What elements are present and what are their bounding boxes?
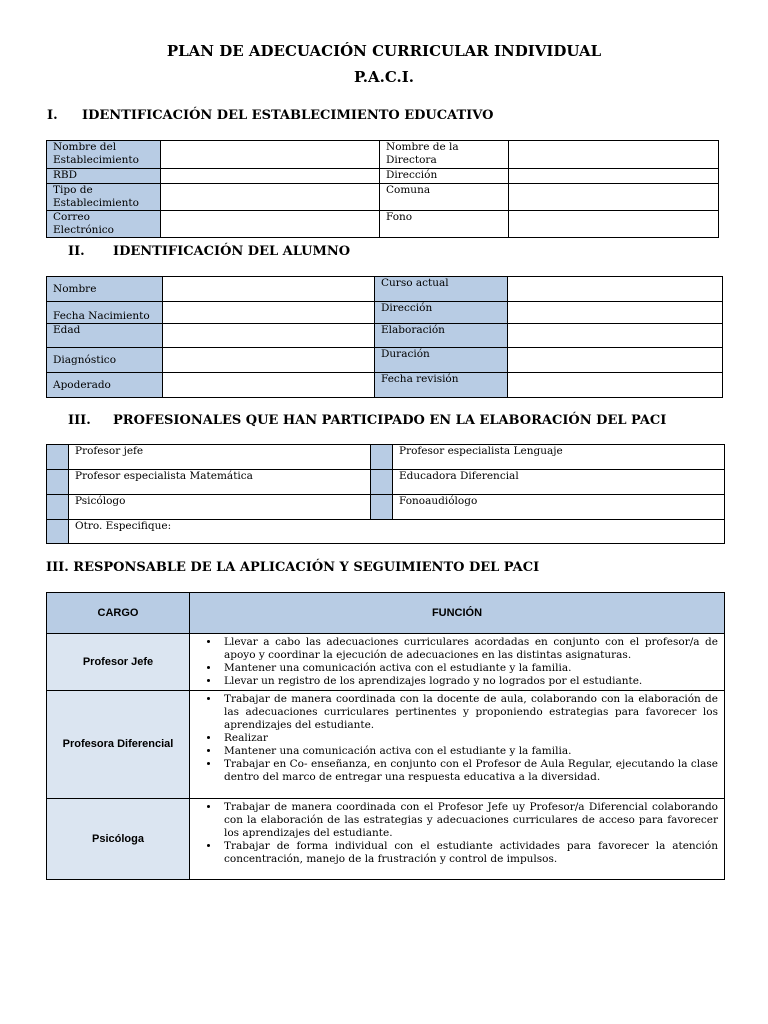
cargo-column-header: CARGO bbox=[47, 593, 190, 634]
function-item: • Llevar a cabo las adecuaciones curriculares acordadas en conjunto con el profesor/a de apoyo y coordinar la ejecución de adecuaciones en las distintas asignaturas. bbox=[220, 636, 718, 662]
field-label: Nombre del Establecimiento bbox=[47, 141, 161, 169]
checkbox-cell[interactable] bbox=[47, 445, 69, 470]
function-item: • Trabajar de manera coordinada con el Profesor Jefe uy Profesor/a Diferencial colaborando con la elaboración de las estrategias y adecuaciones curriculares de acceso para favorecer los aprendizajes del estudiante. bbox=[220, 801, 718, 840]
responsibilities-table bbox=[46, 592, 725, 880]
establishment-table bbox=[46, 140, 719, 238]
function-item: • Trabajar de forma individual con el estudiante actividades para favorecer la atención concentración, manejo de la frustración y control de impulsos. bbox=[220, 840, 718, 866]
function-item: • Trabajar de manera coordinada con la docente de aula, colaborando con la elaboración de las adecuaciones curriculares pertinentes y proponiendo estrategias para favorecer los aprendizajes del estudiante. bbox=[220, 693, 718, 732]
student-table bbox=[46, 276, 723, 398]
field-label: Dirección bbox=[380, 169, 509, 184]
function-cell bbox=[190, 634, 725, 691]
email-field[interactable] bbox=[161, 211, 380, 238]
function-item: • Mantener una comunicación activa con el estudiante y la familia. bbox=[220, 662, 718, 675]
function-item: • Trabajar en Co- enseñanza, en conjunto con el Profesor de Aula Regular, ejecutando la clase dentro del marco de entregar una respuesta educativa a la diversidad. bbox=[220, 758, 718, 784]
field-label: Duración bbox=[375, 348, 508, 373]
birth-date-field[interactable] bbox=[163, 302, 375, 324]
checkbox-cell[interactable] bbox=[371, 445, 393, 470]
cargo-cell: Profesor Jefe bbox=[47, 634, 190, 691]
section2-heading: IDENTIFICACIÓN DEL ALUMNO bbox=[113, 244, 351, 259]
field-label: Tipo de Establecimiento bbox=[47, 184, 161, 211]
field-label: Nombre de la Directora bbox=[380, 141, 509, 169]
checkbox-cell[interactable] bbox=[47, 470, 69, 495]
professional-label: Profesor jefe bbox=[69, 445, 371, 470]
field-label: Fecha revisión bbox=[375, 373, 508, 398]
section1-number: I. bbox=[47, 108, 58, 123]
establishment-name-field[interactable] bbox=[161, 141, 380, 169]
section3-number: III. bbox=[68, 413, 91, 428]
professional-label: Profesor especialista Matemática bbox=[69, 470, 371, 495]
diagnosis-field[interactable] bbox=[163, 348, 375, 373]
function-item: • Realizar bbox=[220, 732, 718, 745]
professional-label: Fonoaudiólogo bbox=[393, 495, 725, 520]
establishment-type-field[interactable] bbox=[161, 184, 380, 211]
student-name-field[interactable] bbox=[163, 277, 375, 302]
professional-label: Psicólogo bbox=[69, 495, 371, 520]
checkbox-cell[interactable] bbox=[47, 520, 69, 544]
funcion-column-header: FUNCIÓN bbox=[190, 593, 725, 634]
field-label: Fono bbox=[380, 211, 509, 238]
cargo-cell: Psicóloga bbox=[47, 799, 190, 880]
elaboration-field[interactable] bbox=[508, 324, 723, 348]
current-course-field[interactable] bbox=[508, 277, 723, 302]
checkbox-cell[interactable] bbox=[47, 495, 69, 520]
address-field[interactable] bbox=[509, 169, 719, 184]
function-cell bbox=[190, 799, 725, 880]
field-label: Apoderado bbox=[47, 373, 163, 398]
professionals-table bbox=[46, 444, 725, 544]
field-label: Nombre bbox=[47, 277, 163, 302]
duration-field[interactable] bbox=[508, 348, 723, 373]
professional-label: Profesor especialista Lenguaje bbox=[393, 445, 725, 470]
field-label: Correo Electrónico bbox=[47, 211, 161, 238]
checkbox-cell[interactable] bbox=[371, 470, 393, 495]
document-subtitle: P.A.C.I. bbox=[353, 68, 414, 86]
phone-field[interactable] bbox=[509, 211, 719, 238]
section1-heading: IDENTIFICACIÓN DEL ESTABLECIMIENTO EDUCATIVO bbox=[82, 108, 494, 123]
review-date-field[interactable] bbox=[508, 373, 723, 398]
function-cell bbox=[190, 691, 725, 799]
field-label: Comuna bbox=[380, 184, 509, 211]
director-name-field[interactable] bbox=[509, 141, 719, 169]
professional-label: Educadora Diferencial bbox=[393, 470, 725, 495]
field-label: Dirección bbox=[375, 302, 508, 324]
function-item: • Mantener una comunicación activa con el estudiante y la familia. bbox=[220, 745, 718, 758]
guardian-field[interactable] bbox=[163, 373, 375, 398]
other-specify-field[interactable]: Otro. Especifique: bbox=[69, 520, 725, 544]
age-field[interactable] bbox=[163, 324, 375, 348]
cargo-cell: Profesora Diferencial bbox=[47, 691, 190, 799]
field-label: Fecha Nacimiento bbox=[47, 302, 163, 324]
field-label: Curso actual bbox=[375, 277, 508, 302]
commune-field[interactable] bbox=[509, 184, 719, 211]
student-address-field[interactable] bbox=[508, 302, 723, 324]
field-label: Diagnóstico bbox=[47, 348, 163, 373]
field-label: Edad bbox=[47, 324, 163, 348]
checkbox-cell[interactable] bbox=[371, 495, 393, 520]
document-title: PLAN DE ADECUACIÓN CURRICULAR INDIVIDUAL bbox=[166, 42, 602, 60]
function-item: • Llevar un registro de los aprendizajes logrado y no logrados por el estudiante. bbox=[220, 675, 718, 688]
rbd-field[interactable] bbox=[161, 169, 380, 184]
section4-heading: III. RESPONSABLE DE LA APLICACIÓN Y SEGUIMIENTO DEL PACI bbox=[46, 560, 540, 575]
field-label: Elaboración bbox=[375, 324, 508, 348]
field-label: RBD bbox=[47, 169, 161, 184]
section2-number: II. bbox=[68, 244, 85, 259]
section3-heading: PROFESIONALES QUE HAN PARTICIPADO EN LA ELABORACIÓN DEL PACI bbox=[113, 413, 667, 428]
